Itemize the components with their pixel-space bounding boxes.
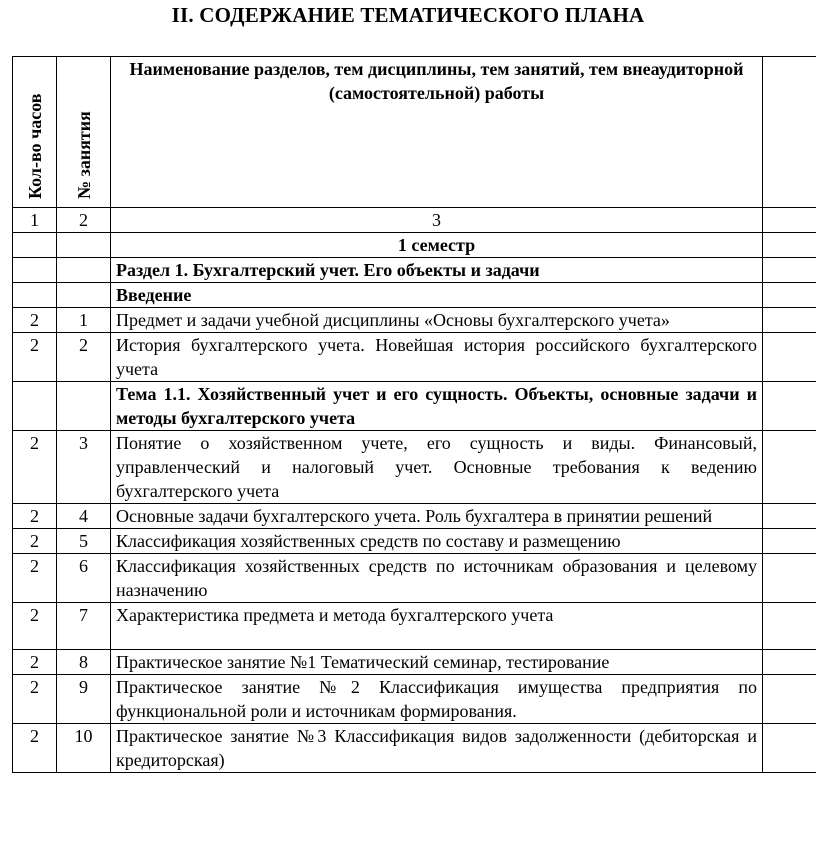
header-hours: Кол-во часов <box>24 93 45 199</box>
page-title: II. СОДЕРЖАНИЕ ТЕМАТИЧЕСКОГО ПЛАНА <box>171 3 645 27</box>
table-row <box>13 308 816 333</box>
table-row <box>13 333 816 382</box>
row-text: Практическое занятие №1 Тематический семинар, тестирование <box>111 650 763 675</box>
topic-title: Тема 1.1. Хозяйственный учет и его сущность. Объекты, основные задачи и методы бухгалтерского учета <box>111 382 763 431</box>
row-text: История бухгалтерского учета. Новейшая история российского бухгалтерского учета <box>111 333 763 382</box>
topic-row <box>13 382 816 431</box>
row-text: Понятие о хозяйственном учете, его сущность и виды. Финансовый, управленческий и налоговый учет. Основные требования к ведению бухгалтерского учета <box>111 431 763 504</box>
row-lesson-number: 5 <box>57 529 111 554</box>
intro-row <box>13 283 816 308</box>
col-number-2: 2 <box>57 208 111 233</box>
table-row <box>13 724 816 773</box>
row-hours: 2 <box>13 529 57 554</box>
row-hours: 2 <box>13 724 57 773</box>
section-row <box>13 258 816 283</box>
table-row <box>13 675 816 724</box>
row-hours: 2 <box>13 603 57 650</box>
row-text: Предмет и задачи учебной дисциплины «Основы бухгалтерского учета» <box>111 308 763 333</box>
intro-title: Введение <box>111 283 763 308</box>
row-hours: 2 <box>13 431 57 504</box>
row-text: Практическое занятие №2 Классификация имущества предприятия по функциональной роли и источникам формирования. <box>111 675 763 724</box>
row-text: Классификация хозяйственных средств по источникам образования и целевому назначению <box>111 554 763 603</box>
table-row <box>13 504 816 529</box>
row-lesson-number: 4 <box>57 504 111 529</box>
table-header-row <box>13 57 816 208</box>
semester-label: 1 семестр <box>111 233 763 258</box>
row-lesson-number: 2 <box>57 333 111 382</box>
header-name: Наименование разделов, тем дисциплины, тем занятий, тем внеаудиторной (самостоятельной) работы <box>111 57 763 208</box>
row-hours: 2 <box>13 554 57 603</box>
row-lesson-number: 8 <box>57 650 111 675</box>
row-lesson-number: 1 <box>57 308 111 333</box>
table-row <box>13 603 816 650</box>
header-lesson-number: № занятия <box>73 111 94 199</box>
table-row <box>13 529 816 554</box>
thematic-plan-table <box>12 56 816 773</box>
row-hours: 2 <box>13 504 57 529</box>
column-number-row <box>13 208 816 233</box>
table-row <box>13 554 816 603</box>
row-lesson-number: 3 <box>57 431 111 504</box>
row-text: Характеристика предмета и метода бухгалтерского учета <box>111 603 763 650</box>
row-lesson-number: 7 <box>57 603 111 650</box>
table-row <box>13 650 816 675</box>
row-hours: 2 <box>13 333 57 382</box>
table-row <box>13 431 816 504</box>
row-text: Основные задачи бухгалтерского учета. Роль бухгалтера в принятии решений <box>111 504 763 529</box>
col-number-3: 3 <box>111 208 763 233</box>
header-empty <box>763 57 816 208</box>
semester-row <box>13 233 816 258</box>
row-lesson-number: 10 <box>57 724 111 773</box>
row-hours: 2 <box>13 675 57 724</box>
section-title: Раздел 1. Бухгалтерский учет. Его объекты и задачи <box>111 258 763 283</box>
row-hours: 2 <box>13 650 57 675</box>
col-number-1: 1 <box>13 208 57 233</box>
row-text: Классификация хозяйственных средств по составу и размещению <box>111 529 763 554</box>
row-lesson-number: 6 <box>57 554 111 603</box>
row-hours: 2 <box>13 308 57 333</box>
row-text: Практическое занятие №3 Классификация видов задолженности (дебиторская и кредиторская) <box>111 724 763 773</box>
row-lesson-number: 9 <box>57 675 111 724</box>
